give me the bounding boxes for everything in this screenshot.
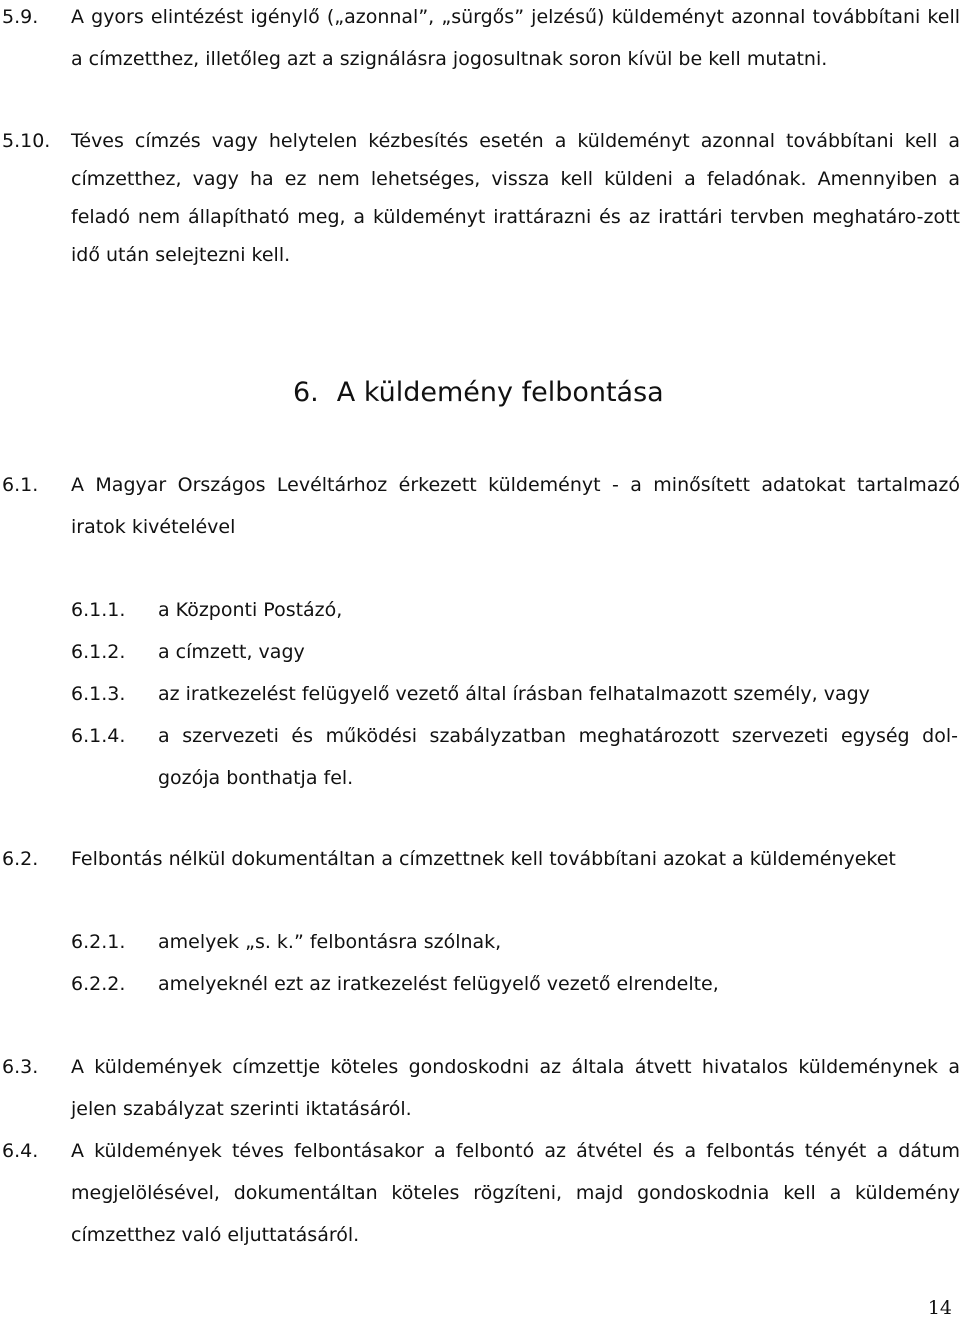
list-item-number: 6.1.2. (71, 641, 126, 663)
list-item-text: a címzett, vagy (158, 641, 305, 663)
paragraph-text: Téves címzés vagy helytelen kézbesítés esetén a küldeményt azonnal továbbítani kell a címzetthez, vagy ha ez nem lehetséges, vissza kell küldeni a feladónak. Amennyiben a feladó nem állapítható meg, a küldeményt irattárazni és az irattári tervben meghatáro-zott idő után selejtezni kell. (71, 130, 960, 266)
section-heading-title: A küldemény felbontása (336, 377, 664, 408)
list-item-number: 6.1.4. (71, 725, 126, 747)
paragraph-text: A küldemények téves felbontásakor a felbontó az átvétel és a felbontás tényét a dátum megjelölésével, dokumentáltan köteles rögzíteni, majd gondoskodnia kell a küldemény címzetthez való eljuttatásáról. (71, 1140, 960, 1246)
section-heading-number: 6. (293, 377, 319, 408)
paragraph-text: Felbontás nélkül dokumentáltan a címzettnek kell továbbítani azokat a küldeményeket (71, 848, 896, 870)
list-item-text: amelyeknél ezt az iratkezelést felügyelő vezető elrendelte, (158, 973, 719, 995)
paragraph-number: 6.1. (2, 474, 39, 496)
paragraph-number: 5.9. (2, 6, 39, 28)
list-item-text: az iratkezelést felügyelő vezető által írásban felhatalmazott személy, vagy (158, 683, 870, 705)
page-number: 14 (927, 1297, 952, 1319)
paragraph-number: 6.4. (2, 1140, 39, 1162)
list-item-number: 6.2.2. (71, 973, 126, 995)
paragraph-number: 6.3. (2, 1056, 39, 1078)
list-item-text: a Központi Postázó, (158, 599, 343, 621)
paragraph-text: A Magyar Országos Levéltárhoz érkezett küldeményt - a minősített adatokat tartalmazó iratok kivételével (71, 474, 960, 538)
paragraph-text: A küldemények címzettje köteles gondoskodni az általa átvett hivatalos küldeménynek a jelen szabályzat szerinti iktatásáról. (71, 1056, 960, 1120)
section-heading (293, 373, 664, 413)
paragraph-number: 6.2. (2, 848, 39, 870)
list-item-text: a szervezeti és működési szabályzatban meghatározott szervezeti egység dolgozója bonthatja fel. (158, 725, 958, 789)
list-item-number: 6.1.1. (71, 599, 126, 621)
paragraph-number: 5.10. (2, 130, 51, 152)
list-item-number: 6.1.3. (71, 683, 126, 705)
list-item-number: 6.2.1. (71, 931, 126, 953)
list-item-text: amelyek „s. k.” felbontásra szólnak, (158, 931, 502, 953)
paragraph-text: A gyors elintézést igénylő („azonnal”, „sürgős” jelzésű) küldeményt azonnal továbbítani kell a címzetthez, illetőleg azt a szignálásra jogosultnak soron kívül be kell mutatni. (71, 6, 960, 70)
